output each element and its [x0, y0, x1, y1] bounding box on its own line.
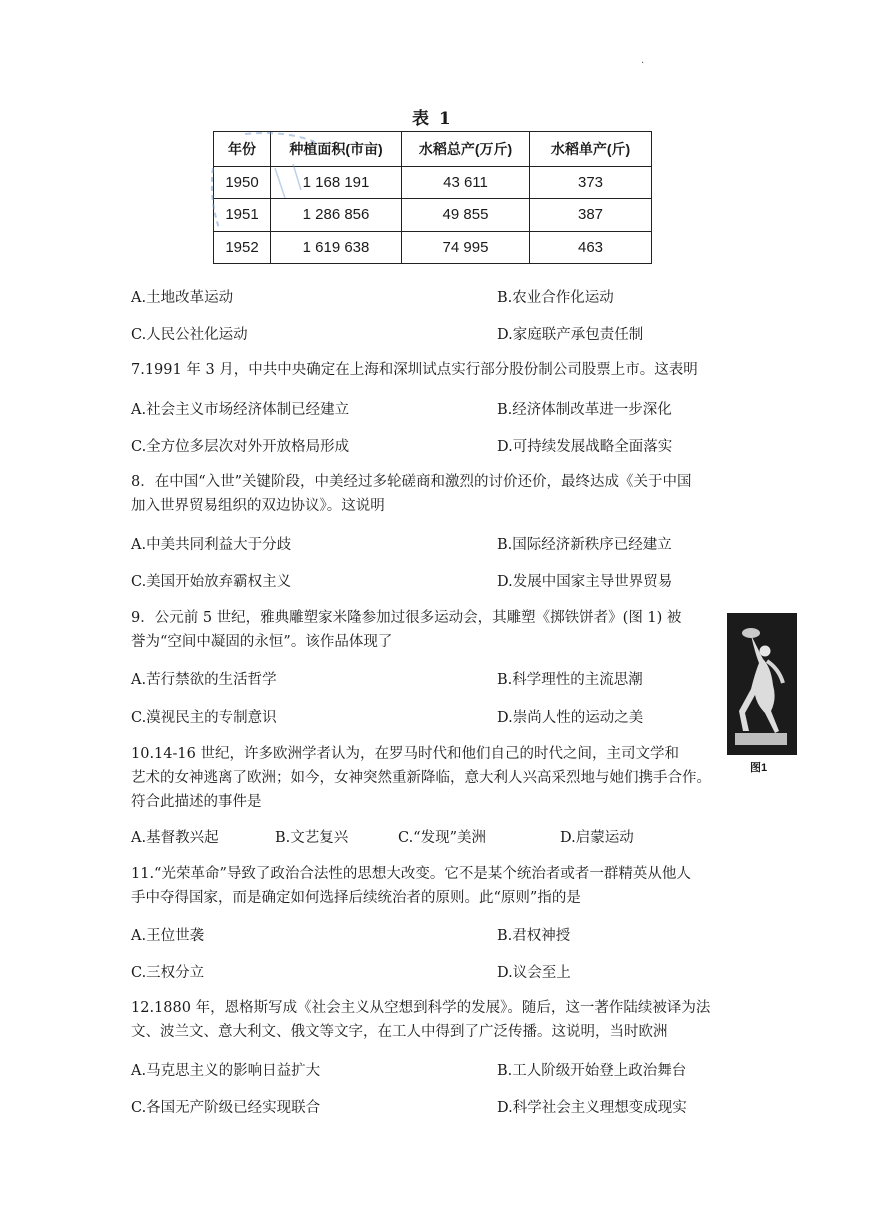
q9-option-b: B.科学理性的主流思潮 — [497, 672, 643, 688]
q10-option-d: D.启蒙运动 — [560, 830, 634, 846]
q11-stem-line1: 11.“光荣革命”导致了政治合法性的思想大改变。它不是某个统治者或者一群精英从他人 — [131, 866, 691, 882]
q8-stem-line1: 8．在中国“入世”关键阶段，中美经过多轮磋商和激烈的讨价还价，最终达成《关于中国 — [131, 474, 692, 490]
q10-option-a: A.基督教兴起 — [131, 830, 219, 846]
q7-option-a: A.社会主义市场经济体制已经建立 — [131, 402, 350, 418]
q6-option-b: B.农业合作化运动 — [497, 290, 614, 306]
q10-stem-line3: 符合此描述的事件是 — [131, 794, 262, 810]
table-cell: 1 168 191 — [271, 167, 402, 199]
q12-option-c: C.各国无产阶级已经实现联合 — [131, 1100, 321, 1116]
table-cell: 373 — [530, 167, 652, 199]
q12-stem-line2: 文、波兰文、意大利文、俄文等文字，在工人中得到了广泛传播。这说明，当时欧洲 — [131, 1024, 668, 1040]
q12-stem-line1: 12.1880 年，恩格斯写成《社会主义从空想到科学的发展》。随后，这一著作陆续被译为法 — [131, 1000, 711, 1016]
q10-stem-line1: 10.14-16 世纪，许多欧洲学者认为，在罗马时代和他们自己的时代之间，主司文学和 — [131, 746, 679, 762]
table-header-cell: 水稻总产(万斤) — [402, 132, 530, 167]
q12-option-d: D.科学社会主义理想变成现实 — [497, 1100, 687, 1116]
q7-stem: 7.1991 年 3 月，中共中央确定在上海和深圳试点实行部分股份制公司股票上市。这表明 — [131, 362, 698, 378]
table-cell: 43 611 — [402, 167, 530, 199]
q11-option-b: B.君权神授 — [497, 928, 571, 944]
discus-thrower-image — [727, 613, 797, 755]
q11-option-a: A.王位世袭 — [131, 928, 205, 944]
q8-option-d: D.发展中国家主导世界贸易 — [497, 574, 673, 590]
table-cell: 74 995 — [402, 231, 530, 263]
table-header-cell: 种植面积(市亩) — [271, 132, 402, 167]
q9-option-c: C.漠视民主的专制意识 — [131, 710, 277, 726]
table-header-cell: 年份 — [214, 132, 271, 167]
q9-stem-line1: 9．公元前 5 世纪，雅典雕塑家米隆参加过很多运动会，其雕塑《掷铁饼者》(图 1) 被 — [131, 610, 682, 626]
q8-option-b: B.国际经济新秩序已经建立 — [497, 537, 672, 553]
table-row — [214, 167, 652, 199]
q11-stem-line2: 手中夺得国家，而是确定如何选择后续统治者的原则。此“原则”指的是 — [131, 890, 581, 906]
table-header-cell: 水稻单产(斤) — [530, 132, 652, 167]
table-title: 表 1 — [412, 109, 453, 129]
q11-option-d: D.议会至上 — [497, 965, 571, 981]
table-cell: 1952 — [214, 231, 271, 263]
table-cell: 49 855 — [402, 199, 530, 231]
q8-stem-line2: 加入世界贸易组织的双边协议》。这说明 — [131, 498, 385, 514]
q9-stem-line2: 誉为“空间中凝固的永恒”。该作品体现了 — [131, 634, 393, 650]
table-cell: 1 286 856 — [271, 199, 402, 231]
q6-option-a: A.土地改革运动 — [131, 290, 234, 306]
q6-option-d: D.家庭联产承包责任制 — [497, 327, 644, 343]
q6-option-c: C.人民公社化运动 — [131, 327, 248, 343]
table-cell: 387 — [530, 199, 652, 231]
table-cell: 463 — [530, 231, 652, 263]
q7-option-c: C.全方位多层次对外开放格局形成 — [131, 439, 350, 455]
q7-option-d: D.可持续发展战略全面落实 — [497, 439, 673, 455]
q11-option-c: C.三权分立 — [131, 965, 205, 981]
q8-option-a: A.中美共同利益大于分歧 — [131, 537, 292, 553]
figure-caption: 图1 — [750, 762, 768, 774]
q8-option-c: C.美国开始放弃霸权主义 — [131, 574, 292, 590]
table-row — [214, 231, 652, 263]
table-header-row — [214, 132, 652, 167]
table-cell: 1951 — [214, 199, 271, 231]
corner-mark: · — [641, 58, 645, 69]
data-table — [213, 131, 652, 264]
q7-option-b: B.经济体制改革进一步深化 — [497, 402, 672, 418]
q12-option-b: B.工人阶级开始登上政治舞台 — [497, 1063, 687, 1079]
q9-option-a: A.苦行禁欲的生活哲学 — [131, 672, 277, 688]
table-cell: 1 619 638 — [271, 231, 402, 263]
q10-option-c: C.“发现”美洲 — [398, 830, 487, 846]
q10-option-b: B.文艺复兴 — [275, 830, 349, 846]
q12-option-a: A.马克思主义的影响日益扩大 — [131, 1063, 321, 1079]
q9-option-d: D.崇尚人性的运动之美 — [497, 710, 644, 726]
q10-stem-line2: 艺术的女神逃离了欧洲；如今，女神突然重新降临，意大利人兴高采烈地与她们携手合作。 — [131, 770, 711, 786]
table-cell: 1950 — [214, 167, 271, 199]
table-row — [214, 199, 652, 231]
